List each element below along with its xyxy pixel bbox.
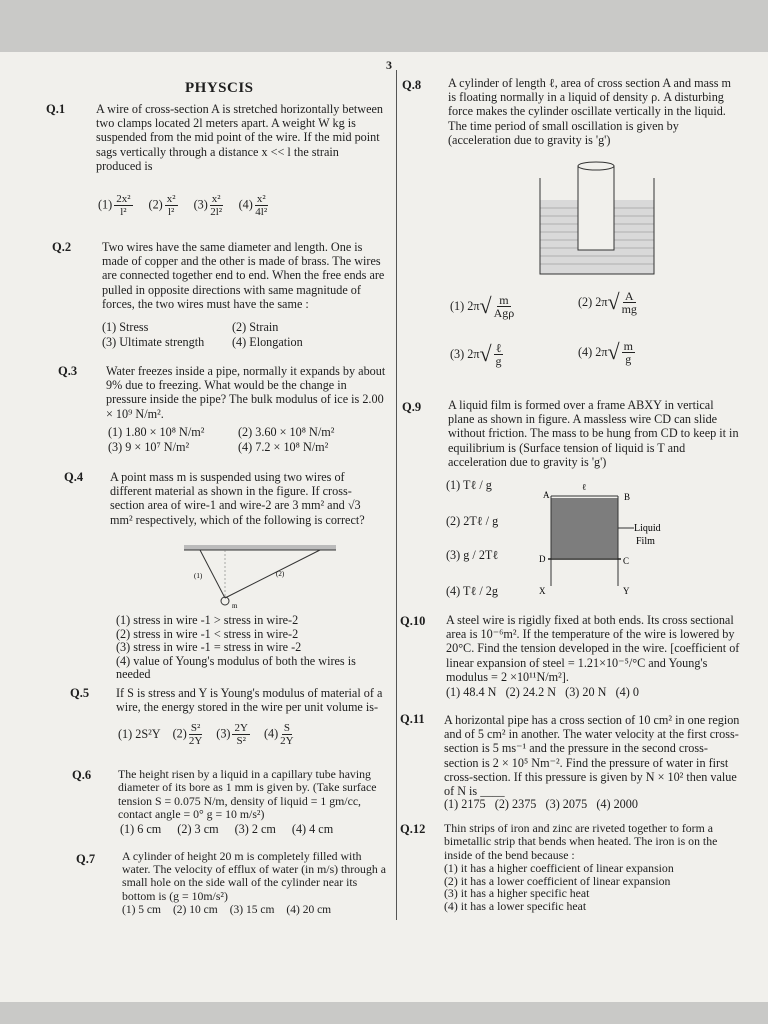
q5-opt4-den: 2Y bbox=[280, 735, 294, 747]
q10-text: A steel wire is rigidly fixed at both ends. Its cross sectional area is 10⁻⁶m². If the temperature of the wire is lowered by 20°C. Find the tension developed in the wire. [coefficient of linear expansion of steel = 1.21×10⁻⁵/°C and Young's modulus = 2 ×10¹¹N/m²]. bbox=[446, 613, 740, 684]
q8-opt3-label: (3) 2π bbox=[450, 347, 480, 362]
q8-opt3-frac bbox=[494, 342, 504, 367]
q7-opt3: (3) 15 cm bbox=[229, 904, 275, 916]
q11-options: (1) 2175 (2) 2375 (3) 2075 (4) 2000 bbox=[444, 797, 638, 811]
q4-opt2: (2) stress in wire -1 < stress in wire-2 bbox=[116, 626, 299, 641]
q8-opt3-num: ℓ bbox=[495, 341, 502, 355]
fig-label-wire2: (2) bbox=[276, 570, 285, 578]
q9-opt4: (4) Tℓ / 2g bbox=[446, 584, 498, 598]
q5-opt2-den: 2Y bbox=[188, 735, 203, 747]
q7-opt1: (1) 5 cm bbox=[122, 904, 161, 916]
q8-number: Q.8 bbox=[402, 78, 422, 92]
q2-opt4: (4) Elongation bbox=[232, 335, 303, 350]
q3-opt4: (4) 7.2 × 10⁸ N/m² bbox=[238, 440, 329, 455]
q1-opt2-num: x² bbox=[166, 193, 176, 205]
q1-opt2-label: (2) bbox=[148, 197, 163, 212]
label-film: Film bbox=[636, 536, 655, 547]
q1-opt4-num: x² bbox=[256, 193, 266, 205]
q6-opt2: (2) 3 cm bbox=[177, 822, 219, 836]
q1-opt3-den: 2l² bbox=[210, 206, 223, 218]
wire-1 bbox=[200, 550, 225, 598]
q8-text: A cylinder of length ℓ, area of cross section A and mass m is floating normally in a liquid of density ρ. A disturbing force makes the cylinder oscillate vertically in the liquid. The time period of small oscillation is given by (acceleration due to gravity is 'g') bbox=[448, 76, 732, 147]
q9-figure bbox=[536, 478, 676, 598]
q12-opt3: (3) it has a higher specific heat bbox=[444, 886, 590, 901]
q9-opt1: (1) Tℓ / g bbox=[446, 478, 492, 492]
q5-opt3-label: (3) bbox=[216, 726, 231, 741]
q2-number: Q.2 bbox=[52, 240, 72, 254]
q7-text: A cylinder of height 20 m is completely filled with water. The velocity of efflux of water (in m/s) through a small hole on the side wall of the cylinder near its bottom is (g = 10m/s²) bbox=[122, 849, 386, 903]
label-liquid: Liquid bbox=[634, 523, 661, 534]
q5-opt2-num: S² bbox=[190, 722, 201, 734]
q1-opt1-frac bbox=[114, 193, 132, 218]
q4-opt1: (1) stress in wire -1 > stress in wire-2 bbox=[116, 613, 299, 627]
q2-opt3: (3) Ultimate strength bbox=[102, 335, 205, 350]
q6-text: The height risen by a liquid in a capillary tube having diameter of its bore as 1 mm is given by. (Take surface tension S = 0.075 N/m, density of liquid = 1 gm/cc, contact angle = 0° g = 10 m/s²) bbox=[118, 767, 377, 822]
wire-2 bbox=[225, 550, 320, 598]
cylinder-top bbox=[578, 162, 614, 170]
q8-opt1-den: Agρ bbox=[493, 306, 515, 320]
q1-opt1-num: 2x² bbox=[116, 193, 131, 205]
q2-options bbox=[102, 320, 392, 349]
q5-options bbox=[118, 722, 296, 747]
q4-figure bbox=[180, 540, 340, 610]
q5-opt2-label: (2) bbox=[172, 726, 187, 741]
q5-opt3-den: S² bbox=[236, 735, 246, 747]
q4-options bbox=[116, 614, 391, 682]
label-b: B bbox=[624, 492, 631, 502]
q12-opt2: (2) it has a lower coefficient of linear expansion bbox=[444, 873, 671, 888]
q3-opt1: (1) 1.80 × 10⁸ N/m² bbox=[108, 425, 205, 439]
fig-label-wire1: (1) bbox=[194, 572, 203, 580]
q3-options bbox=[108, 425, 388, 454]
q6-opt3: (3) 2 cm bbox=[234, 822, 276, 836]
q2-opt1: (1) Stress bbox=[102, 320, 149, 334]
sqrt-icon: √ bbox=[479, 293, 492, 319]
q11-number: Q.11 bbox=[400, 712, 425, 726]
q8-opt4-frac bbox=[622, 340, 635, 365]
q10-options: (1) 48.4 N (2) 24.2 N (3) 20 N (4) 0 bbox=[446, 685, 639, 699]
q7-opt2: (2) 10 cm bbox=[172, 904, 218, 916]
q8-opt2-den: mg bbox=[621, 302, 637, 316]
q11-text: A horizontal pipe has a cross section of 10 cm² in one region and of 5 cm² in another. The water velocity at the first cross-section is 5 ms⁻¹ and the pressure in the second cross-section is 2 × 10⁵ Nm⁻². Find the pressure of water in first cross-section. If this pressure is given by N × 10² then value of N is ____ bbox=[444, 713, 740, 799]
label-length: ℓ bbox=[582, 482, 587, 492]
q1-options bbox=[98, 193, 270, 218]
column-divider bbox=[396, 70, 397, 920]
point-mass bbox=[221, 597, 229, 605]
q8-opt1-frac bbox=[494, 294, 515, 319]
q6-opt4: (4) 4 cm bbox=[291, 822, 334, 836]
q9-text: A liquid film is formed over a frame ABXY in vertical plane as shown in figure. A massless wire CD can slide without friction. The mass to be hung from CD to keep it in equilibrium is (Surface tension of liquid is T and acceleration due to gravity is 'g') bbox=[448, 398, 739, 469]
q7-number: Q.7 bbox=[76, 852, 96, 866]
q5-opt4-frac bbox=[280, 722, 293, 747]
q6-number: Q.6 bbox=[72, 768, 92, 782]
q5-opt4-label: (4) bbox=[263, 726, 279, 741]
q10-number: Q.10 bbox=[400, 614, 426, 628]
q1-opt2-frac bbox=[165, 193, 178, 218]
q1-opt2-den: l² bbox=[167, 206, 175, 218]
q8-opt4 bbox=[578, 340, 637, 365]
q8-opt1 bbox=[450, 294, 516, 319]
q1-number: Q.1 bbox=[46, 102, 66, 116]
q5-opt4-num: S bbox=[283, 722, 290, 734]
q5-number: Q.5 bbox=[70, 686, 90, 700]
q1-opt4-frac bbox=[255, 193, 268, 218]
floating-cylinder bbox=[578, 166, 614, 250]
label-d: D bbox=[539, 554, 546, 564]
q1-opt1-label: (1) bbox=[98, 197, 113, 212]
q12-number: Q.12 bbox=[400, 822, 426, 836]
q1-opt4-den: 4l² bbox=[255, 206, 268, 218]
q2-opt2: (2) Strain bbox=[232, 320, 279, 334]
q8-opt1-label: (1) 2π bbox=[450, 299, 480, 314]
q7-options bbox=[122, 903, 331, 917]
label-x: X bbox=[539, 586, 546, 596]
q8-opt4-num: m bbox=[623, 339, 633, 353]
q7-opt4: (4) 20 cm bbox=[286, 904, 332, 916]
q1-opt1-den: l² bbox=[120, 206, 127, 218]
q2-text: Two wires have the same diameter and length. One is made of copper and the other is made of brass. The wires are connected together end to end. When the free ends are pulled in opposite directions with same magnitude of forces, the two wires must have the same : bbox=[102, 240, 385, 311]
fig-label-mass: m bbox=[232, 602, 238, 610]
q1-text: A wire of cross-section A is stretched horizontally between two clamps located 2l meters apart. A weight W kg is suspended from the mid point of the wire. If the mid point sags vertically through a distance x << l the strain produced is bbox=[96, 102, 384, 173]
q8-opt2 bbox=[578, 290, 639, 315]
ceiling-hatch bbox=[184, 545, 336, 550]
q3-opt3: (3) 9 × 10⁷ N/m² bbox=[108, 440, 190, 455]
q4-opt3: (3) stress in wire -1 = stress in wire -2 bbox=[116, 640, 302, 654]
q1-opt3-num: x² bbox=[211, 193, 221, 205]
q6-opt1: (1) 6 cm bbox=[120, 822, 162, 836]
q9-opt3: (3) g / 2Tℓ bbox=[446, 548, 499, 562]
q1-opt3-frac bbox=[210, 193, 223, 218]
q5-opt3-frac bbox=[232, 722, 249, 747]
q4-opt4: (4) value of Young's modulus of both the wires is needed bbox=[116, 653, 356, 681]
q5-opt2-frac bbox=[189, 722, 202, 747]
q12-text: Thin strips of iron and zinc are riveted together to form a bimetallic strip that bends when heated. The iron is on the inside of the bend because : bbox=[444, 821, 718, 862]
q8-opt1-num: m bbox=[499, 293, 509, 307]
q9-number: Q.9 bbox=[402, 400, 422, 414]
q8-figure bbox=[532, 158, 662, 278]
label-y: Y bbox=[623, 586, 630, 596]
sqrt-icon: √ bbox=[607, 289, 620, 315]
sqrt-icon: √ bbox=[479, 341, 492, 367]
page-number: 3 bbox=[386, 58, 392, 72]
q5-text: If S is stress and Y is Young's modulus of material of a wire, the energy stored in the wire per unit volume is- bbox=[116, 686, 383, 715]
q9-opt2: (2) 2Tℓ / g bbox=[446, 514, 499, 528]
q12-opt1: (1) it has a higher coefficient of linear expansion bbox=[444, 861, 674, 875]
q8-opt2-frac bbox=[622, 290, 637, 315]
q8-opt3 bbox=[450, 342, 505, 367]
q3-number: Q.3 bbox=[58, 364, 78, 378]
q4-number: Q.4 bbox=[64, 470, 84, 484]
sqrt-icon: √ bbox=[607, 339, 620, 365]
q5-opt3-num: 2Y bbox=[234, 722, 248, 734]
label-a: A bbox=[543, 490, 550, 500]
q8-opt4-den: g bbox=[625, 352, 632, 366]
q12-opt4: (4) it has a lower specific heat bbox=[444, 898, 587, 913]
q4-text: A point mass m is suspended using two wires of different material as shown in the figure. If cross-section area of wire-1 and wire-2 are 3 mm² and √3 mm² respectively, which of the following is correct? bbox=[110, 470, 365, 527]
q8-opt3-den: g bbox=[495, 354, 502, 368]
q8-opt2-num: A bbox=[624, 289, 634, 303]
liquid-film bbox=[551, 498, 618, 558]
q3-text: Water freezes inside a pipe, normally it expands by about 9% due to freezing. What would be the change in pressure inside the pipe? The bulk modulus of ice is 2.00 × 10⁹ N/m². bbox=[106, 364, 386, 421]
q1-opt3-label: (3) bbox=[193, 197, 208, 212]
q8-opt4-label: (4) 2π bbox=[578, 345, 608, 360]
label-c: C bbox=[623, 556, 630, 566]
q5-opt1: (1) 2S²Y bbox=[118, 727, 161, 742]
q1-opt4-label: (4) bbox=[238, 197, 253, 212]
subject-title: PHYSCIS bbox=[185, 80, 254, 96]
q3-opt2: (2) 3.60 × 10⁸ N/m² bbox=[238, 425, 335, 439]
q6-options bbox=[120, 822, 333, 836]
q12-options bbox=[444, 862, 740, 912]
q8-options bbox=[450, 286, 740, 386]
q8-opt2-label: (2) 2π bbox=[578, 295, 608, 310]
